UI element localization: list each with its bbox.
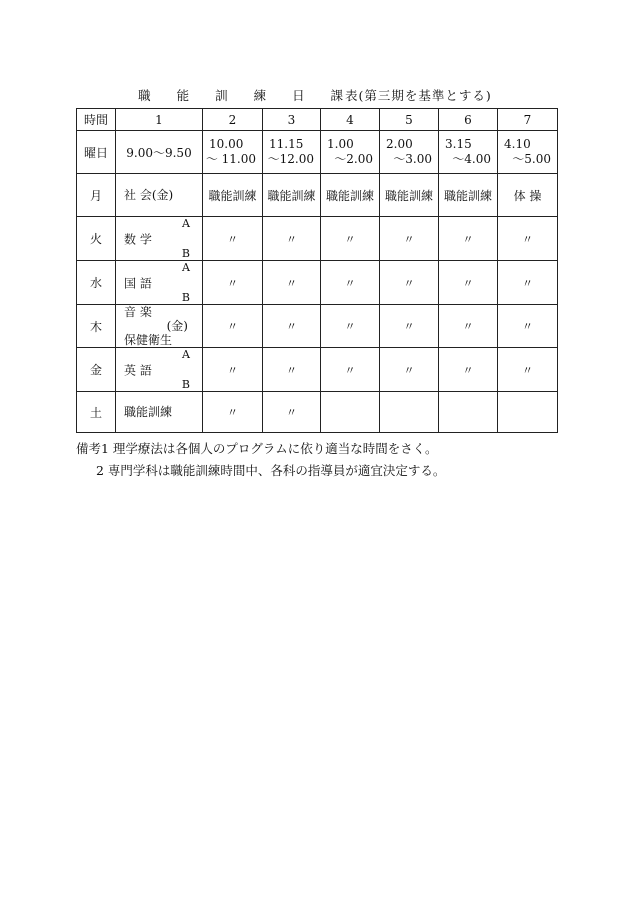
ditto-mark: 〃	[498, 348, 558, 392]
lesson-cell: 職能訓練	[439, 174, 498, 217]
monday-row	[77, 174, 558, 217]
period-header: 1	[116, 109, 203, 131]
schedule-table	[76, 108, 558, 433]
time-end: 〜5.00	[512, 152, 551, 166]
time-cell	[498, 131, 558, 174]
time-start: 2.00	[386, 137, 413, 151]
ditto-mark: 〃	[380, 348, 439, 392]
ditto-mark: 〃	[439, 348, 498, 392]
subject-name: 国 語	[124, 276, 152, 290]
ditto-mark: 〃	[203, 305, 263, 348]
schedule-title	[0, 86, 630, 104]
remark-line: 備考1 理学療法は各個人のプログラムに依り適当な時間をさく。	[76, 441, 438, 456]
time-end: 〜12.00	[267, 152, 314, 166]
time-end: 〜2.00	[334, 152, 373, 166]
empty-cell	[321, 392, 380, 433]
lesson-cell: 職能訓練	[263, 174, 321, 217]
ditto-mark: 〃	[380, 261, 439, 305]
time-start: 4.10	[504, 137, 531, 151]
subject-name: 英 語	[124, 363, 152, 377]
group-b-label: B	[181, 378, 190, 391]
subject-name: 数 学	[124, 232, 152, 246]
group-a-label: A	[182, 261, 190, 274]
day-label-mon: 月	[77, 174, 116, 217]
time-start: 11.15	[269, 137, 304, 151]
group-a-label: A	[182, 348, 190, 361]
time-end: 〜4.00	[452, 152, 491, 166]
day-label-wed: 水	[77, 261, 116, 305]
ditto-mark: 〃	[263, 261, 321, 305]
group-b-label: B	[181, 247, 190, 260]
friday-row	[77, 348, 558, 392]
lesson-cell: 職能訓練	[321, 174, 380, 217]
day-label-tue: 火	[77, 217, 116, 261]
header-row	[77, 109, 558, 131]
ditto-mark: 〃	[380, 217, 439, 261]
ditto-mark: 〃	[263, 305, 321, 348]
subject-cell	[116, 261, 203, 305]
ditto-mark: 〃	[321, 261, 380, 305]
weekday-header-cell: 曜日	[77, 131, 116, 174]
lesson-cell: 体 操	[498, 174, 558, 217]
ditto-mark: 〃	[321, 217, 380, 261]
ditto-mark: 〃	[263, 392, 321, 433]
empty-cell	[439, 392, 498, 433]
time-cell	[439, 131, 498, 174]
time-end: 〜 11.00	[205, 152, 256, 166]
lesson-cell: 職能訓練	[203, 174, 263, 217]
ditto-mark: 〃	[263, 348, 321, 392]
time-cell: 9.00〜9.50	[116, 131, 203, 174]
ditto-mark: 〃	[203, 348, 263, 392]
day-label-fri: 金	[77, 348, 116, 392]
period-header: 6	[439, 109, 498, 131]
empty-cell	[498, 392, 558, 433]
empty-cell	[380, 392, 439, 433]
subject-line: 音 楽	[124, 305, 152, 319]
ditto-mark: 〃	[439, 217, 498, 261]
period-header: 7	[498, 109, 558, 131]
ditto-mark: 〃	[321, 305, 380, 348]
saturday-row	[77, 392, 558, 433]
day-label-thu: 木	[77, 305, 116, 348]
time-start: 1.00	[327, 137, 354, 151]
times-row	[77, 131, 558, 174]
day-label-sat: 土	[77, 392, 116, 433]
subject-cell	[116, 174, 203, 217]
tuesday-row	[77, 217, 558, 261]
wednesday-row	[77, 261, 558, 305]
subject-cell	[116, 348, 203, 392]
ditto-mark: 〃	[498, 217, 558, 261]
group-a-label: A	[182, 217, 190, 230]
period-header: 4	[321, 109, 380, 131]
subject-cell	[116, 392, 203, 433]
ditto-mark: 〃	[380, 305, 439, 348]
remarks	[76, 438, 445, 482]
ditto-mark: 〃	[321, 348, 380, 392]
ditto-mark: 〃	[263, 217, 321, 261]
time-header-cell: 時間	[77, 109, 116, 131]
subject-line: 保健衛生	[124, 333, 173, 347]
ditto-mark: 〃	[498, 305, 558, 348]
time-start: 3.15	[445, 137, 472, 151]
ditto-mark: 〃	[203, 261, 263, 305]
subject-name: 職能訓練	[124, 405, 173, 419]
subject-cell	[116, 217, 203, 261]
subject-cell	[116, 305, 203, 348]
period-header: 3	[263, 109, 321, 131]
ditto-mark: 〃	[439, 261, 498, 305]
thursday-row	[77, 305, 558, 348]
subject-name: 社 会(金)	[124, 188, 174, 202]
period-header: 2	[203, 109, 263, 131]
time-start: 10.00	[209, 137, 244, 151]
ditto-mark: 〃	[203, 217, 263, 261]
time-end: 〜3.00	[393, 152, 432, 166]
group-b-label: B	[181, 291, 190, 304]
title-main: 職 能 訓 練 日 課	[138, 88, 346, 103]
ditto-mark: 〃	[498, 261, 558, 305]
ditto-mark: 〃	[439, 305, 498, 348]
period-header: 5	[380, 109, 439, 131]
title-suffix: 表(第三期を基準とする)	[345, 88, 492, 103]
time-cell	[321, 131, 380, 174]
remark-line: 2 専門学科は職能訓練時間中、各科の指導員が適宜決定する。	[96, 463, 446, 478]
ditto-mark: 〃	[203, 392, 263, 433]
time-cell	[203, 131, 263, 174]
lesson-cell: 職能訓練	[380, 174, 439, 217]
time-cell	[380, 131, 439, 174]
subject-note: (金)	[166, 319, 188, 333]
time-cell	[263, 131, 321, 174]
